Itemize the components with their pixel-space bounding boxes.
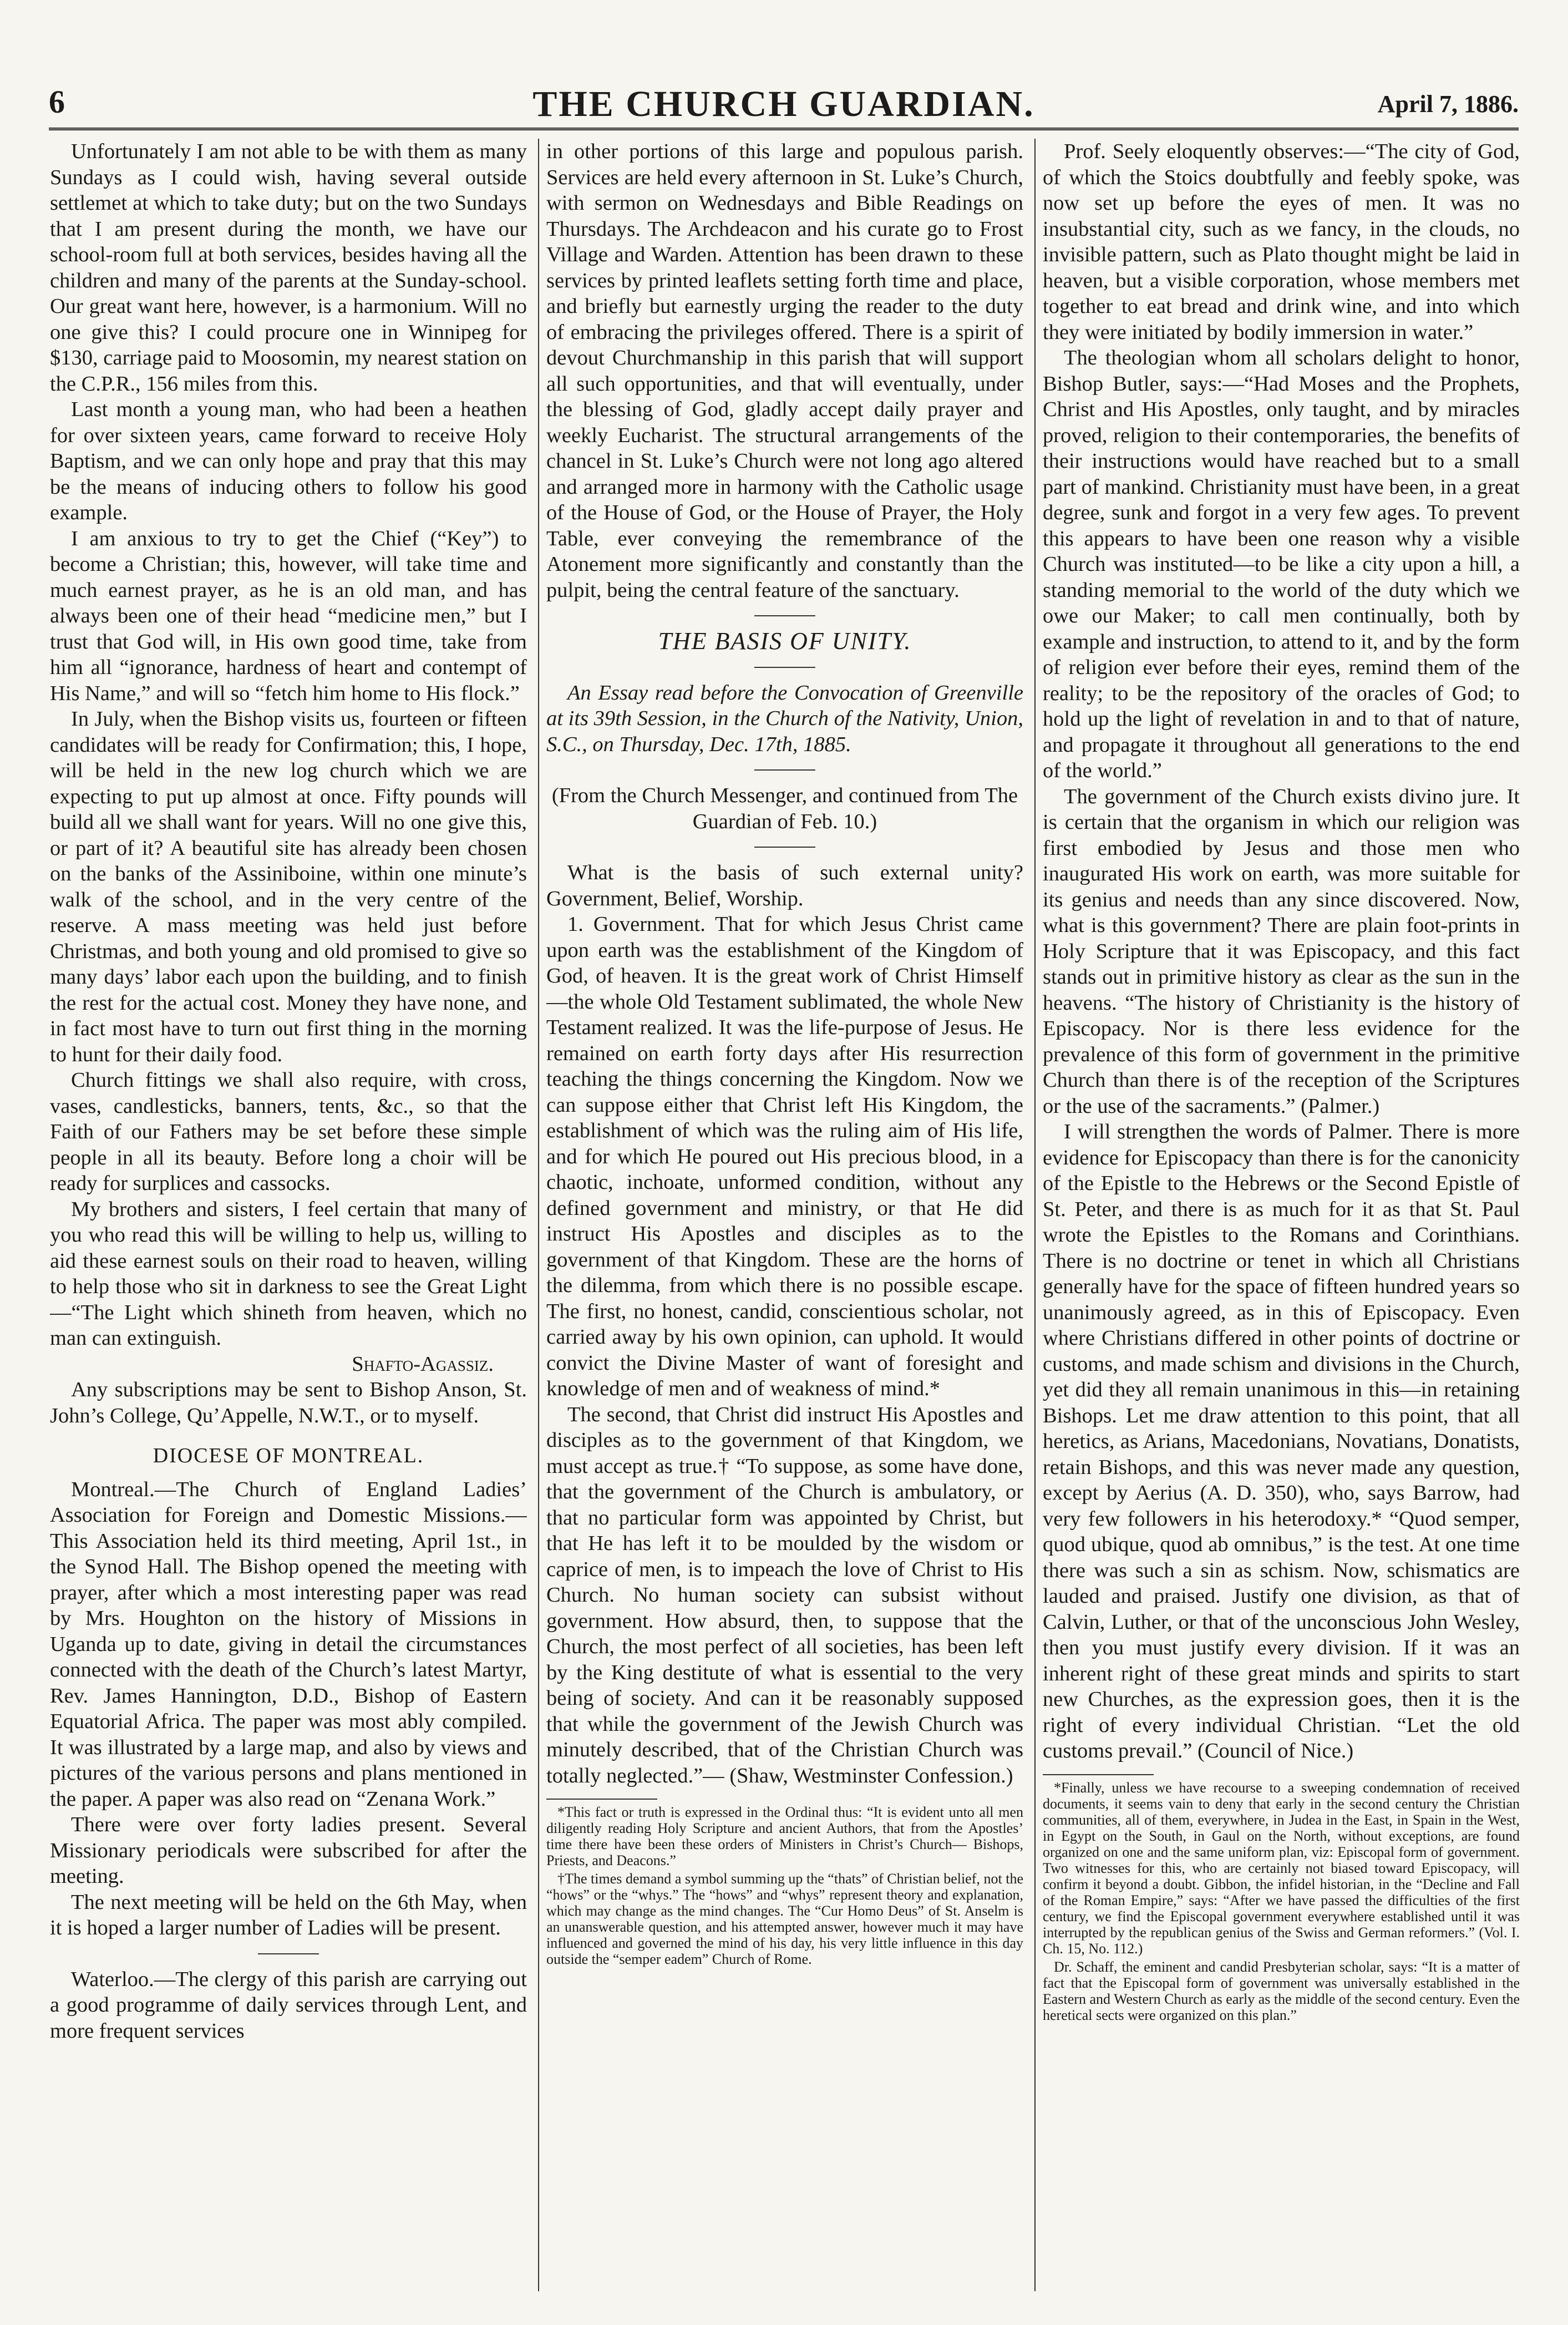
divider (258, 1953, 319, 1954)
paragraph: The government of the Church exists divino jure. It is certain that the organism in which our religion was first embodied by Jesus and those men who inaugurated His work on earth, was more suitable for its genius and needs than any since discovered. Now, what is this government? There are plain foot-prints in Holy Scripture that it was Episcopacy, and this fact stands out in primitive history as clear as the sun in the heavens. “The history of Christianity is the history of Episcopacy. Nor is there less evidence for the prevalence of this form of government in the primitive Church than there is of the reception of the Scriptures or the use of the sacraments.” (Palmer.) (1043, 784, 1520, 1118)
paragraph: I am anxious to try to get the Chief (“Key”) to become a Christian; this, however, will take time and much earnest prayer, as he is an old man, and has always been one of their head “medicine men,” but I trust that God will, in His own good time, take from him all “ignorance, hardness of heart and contempt of His Name,” and will so “fetch him home to His flock.” (50, 526, 527, 705)
essay-title: THE BASIS OF UNITY. (658, 627, 912, 655)
divider (754, 769, 815, 771)
paragraph: Prof. Seely eloquently observes:—“The city of God, of which the Stoics doubtfully and feebly spoke, was now set up before the eyes of men. It was no insubstantial city, such as we fancy, in the clouds, no invisible pattern, such as Plato thought might be laid in heaven, but a visible corporation, whose members met together to eat bread and drink wine, and into which they were initiated by bodily immersion in water.” (1043, 140, 1520, 344)
divider (754, 615, 815, 616)
letter-signature: Shafto-Agassiz. (352, 1352, 494, 1376)
column-3 (1043, 139, 1520, 2302)
paragraph: The second, that Christ did instruct His Apostles and disciples as to the government of that Kingdom, we must accept as true.† “To suppose, as some have done, that the government of the Church is ambulatory, or that no particular form was appointed by Christ, but that He has left it to be moulded by the wisdom or caprice of men, is to impeach the love of Christ to His Church. No human society can subsist without government. How absurd, then, to suppose that the Church, the most perfect of all societies, has been left by the King destitute of what is essential to the very being of society. And can it be reasonably supposed that while the government of the Jewish Church was minutely described, that of the Christian Church was totally neglected.”— (Shaw, Westminster Confession.) (546, 1402, 1023, 1787)
paragraph: Montreal.—The Church of England Ladies’ Association for Foreign and Domestic Missions.— This Association held its third meeting, April 1st., in the Synod Hall. The Bishop opened the meeting with prayer, after which a most interesting paper was read by Mrs. Houghton on the history of Missions in Uganda up to date, giving in detail the circumstances connected with the death of the Church’s latest Martyr, Rev. James Hannington, D.D., Bishop of Eastern Equatorial Africa. The paper was most ably compiled. It was illustrated by a large map, and also by views and pictures of the various persons and plans mentioned in the paper. A paper was also read on “Zenana Work.” (50, 1477, 527, 1811)
footnote: *This fact or truth is expressed in the Ordinal thus: “It is evident unto all men diligently reading Holy Scripture and ancient Authors, that from the Apostles’ time there have been these orders of Ministers in Christ’s Church— Bishops, Priests, and Deacons.” (546, 1804, 1023, 1868)
footnote: †The times demand a symbol summing up the “thats” of Christian belief, not the “hows” or the “whys.” The “hows” and “whys” represent theory and explanation, which may change as the mind changes. The “Cur Homo Deus” of St. Anselm is an unanswerable question, and his attempted answer, however much it may have influenced and governed the mind of his day, his very little influence in this day outside the “semper eadem” Church of Rome. (546, 1871, 1023, 1967)
footnote-rule (1043, 1774, 1154, 1775)
essay-source: (From the Church Messenger, and continued from The Guardian of Feb. 10.) (551, 784, 1018, 833)
footnote-rule (546, 1799, 657, 1800)
column-rule (538, 139, 539, 2291)
column-1 (50, 139, 527, 2302)
paragraph: Unfortunately I am not able to be with them as many Sundays as I could wish, having several outside settlemet at which to take duty; but on the two Sundays that I am present during the month, we have our school-room full at both services, besides having all the children and many of the parents at the Sunday-school. Our great want here, however, is a harmonium. Will no one give this? I could procure one in Winnipeg for $130, carriage paid to Moosomin, my nearest station on the C.P.R., 156 miles from this. (50, 140, 527, 396)
paragraph: Waterloo.—The clergy of this parish are carrying out a good programme of daily services through Lent, and more frequent services (50, 1967, 527, 2043)
paragraph: My brothers and sisters, I feel certain that many of you who read this will be willing to help us, willing to aid these earnest souls on their road to heaven, willing to help those who sit in darkness to see the Great Light—“The Light which shineth from heaven, which no man can extinguish. (50, 1197, 527, 1350)
paragraph: Any subscriptions may be sent to Bishop Anson, St. John’s College, Qu’Appelle, N.W.T., or to myself. (50, 1378, 527, 1427)
page-number: 6 (49, 84, 65, 120)
paragraph: Last month a young man, who had been a heathen for over sixteen years, came forward to receive Holy Baptism, and we can only hope and pray that this may be the means of inducing others to follow his good example. (50, 398, 527, 524)
paragraph: Church fittings we shall also require, with cross, vases, candlesticks, banners, tents, &c., so that the Faith of our Fathers may be set before these simple people in all its beauty. Before long a choir will be ready for surplices and cassocks. (50, 1068, 527, 1195)
footnote: Dr. Schaff, the eminent and candid Presbyterian scholar, says: “It is a matter of fact that the Episcopal form of government was universally established in the Eastern and Western Church as early as the middle of the second century. Even the heretical sects were organized on this plan.” (1043, 1958, 1520, 2023)
divider (754, 847, 815, 848)
column-2 (546, 139, 1023, 2302)
paragraph: in other portions of this large and populous parish. Services are held every afternoon in St. Luke’s Church, with sermon on Wednesdays and Bible Readings on Thursdays. The Archdeacon and his curate go to Frost Village and Warden. Attention has been drawn to these services by printed leaflets setting forth time and place, and briefly but earnestly urging the reader to the duty of embracing the privileges offered. There is a spirit of devout Churchmanship in this parish that will support all such opportunities, and that will eventually, under the blessing of God, gladly accept daily prayer and weekly Eucharist. The structural arrangements of the chancel in St. Luke’s Church were not long ago altered and arranged more in harmony with the Catholic usage of the House of God, or the House of Prayer, the Holy Table, ever conveying the remembrance of the Atonement more significantly and constantly than the pulpit, being the central feature of the sanctuary. (546, 140, 1023, 602)
section-heading: DIOCESE OF MONTREAL. (153, 1444, 424, 1467)
paragraph: In July, when the Bishop visits us, fourteen or fifteen candidates will be ready for Confirmation; this, I hope, will be held in the new log church which we are expecting to put up almost at once. Fifty pounds will build all we shall want for years. Will no one give this, or part of it? A beautiful site has already been chosen on the banks of the Assiniboine, within one minute’s walk of the school, and in the very centre of the reserve. A mass meeting was held just before Christmas, and both young and old promised to give so many days’ labor each upon the building, and to finish the rest for the actual cost. Money they have none, and in fact most have to turn out first thing in the morning to hunt for their daily food. (50, 707, 527, 1066)
masthead (49, 83, 1519, 130)
newspaper-title: THE CHURCH GUARDIAN. (532, 84, 1035, 124)
paragraph: The next meeting will be held on the 6th May, when it is hoped a larger number of Ladies will be present. (50, 1890, 527, 1939)
paragraph: I will strengthen the words of Palmer. There is more evidence for Episcopacy than there is for the canonicity of the Epistle to the Hebrews or the Second Epistle of St. Peter, and there is as much for it as that St. Paul wrote the Epistles to the Romans and Corinthians. There is no doctrine or tenet in which all Christians generally have for the space of fifteen hundred years so unanimously agreed, as in this of Episcopacy. Even where Christians differed in other points of doctrine or customs, and made schism and divisions in the Church, yet did they all remain unanimous in this—in retaining Bishops. Let me draw attention to this point, that all heretics, as Arians, Macedonians, Novatians, Donatists, retain Bishops, and this was never made any question, except by Aerius (A. D. 350), who, says Barrow, had very few followers in his heterodoxy.* “Quod semper, quod ubique, quod ab omnibus,” is the test. At one time there was such a sin as schism. Now, schismatics are lauded and praised. Justify one division, as that of Calvin, Luther, or that of the unconscious John Wesley, then you must justify every division. If it was an inherent right of these great minds and spirits to start new Churches, as the expression goes, then it is the right of every individual Christian. “Let the old customs prevail.” (Council of Nice.) (1043, 1120, 1520, 1762)
paragraph: There were over forty ladies present. Several Missionary periodicals were subscribed for after the meeting. (50, 1813, 527, 1888)
issue-date: April 7, 1886. (1377, 90, 1519, 118)
column-rule (1034, 139, 1036, 2291)
paragraph: 1. Government. That for which Jesus Christ came upon earth was the establishment of the Kingdom of God, of heaven. It is the great work of Christ Himself—the whole Old Testament sublimated, the whole New Testament realized. It was the life-purpose of Jesus. He remained on earth forty days after His resurrection teaching the things concerning the Kingdom. Now we can suppose either that Christ left His Kingdom, the establishment of which was the ruling aim of His life, and for which He poured out His precious blood, in a chaotic, inchoate, unformed condition, without any defined government and ministry, or that He did instruct His Apostles and disciples as to the government of that Kingdom. These are the horns of the dilemma, from which there is no possible escape. The first, no honest, candid, conscientious scholar, not carried away by his own opinion, can uphold. It would convict the Divine Master of want of foresight and knowledge of men and of weakness of mind.* (546, 913, 1023, 1400)
paragraph: What is the basis of such external unity? Government, Belief, Worship. (546, 861, 1023, 910)
essay-subtitle: An Essay read before the Convocation of Greenville at its 39th Session, in the Church of the Nativity, Union, S.C., on Thursday, Dec. 17th, 1885. (546, 681, 1023, 756)
paragraph: The theologian whom all scholars delight to honor, Bishop Butler, says:—“Had Moses and the Prophets, Christ and His Apostles, only taught, and by miracles proved, religion to their contemporaries, the benefits of their instructions would have reached but to a small part of mankind. Christianity must have been, in a great degree, sunk and forgot in a very few ages. To prevent this appears to have been one reason why a visible Church was instituted—to be like a city upon a hill, a standing memorial to the world of the duty which we owe our Maker; to call men continually, both by example and instruction, to attend to it, and by the form of religion ever before their eyes, remind them of the reality; to be the repository of the oracles of God; to hold up the light of revelation in and to that of nature, and propagate it throughout all generations to the end of the world.” (1043, 346, 1520, 782)
divider (754, 667, 815, 668)
footnote: *Finally, unless we have recourse to a sweeping condemnation of received documents, it seems vain to deny that early in the second century the Christian communities, all of them, everywhere, in Judea in the East, in Spain in the West, in Egypt on the South, in Gaul on the North, without exceptions, are found organized on one and the same uniform plan, viz: Episcopal form of government. Two witnesses for this, who are certainly not biased toward Episcopacy, will confirm it beyond a doubt. Gibbon, the infidel historian, in the “Decline and Fall of the Roman Empire,” says: “After we have passed the difficulties of the first century, we find the Episcopal government everywhere established until it was interrupted by the republican genius of the Swiss and German reformers.” (Vol. I. Ch. 15, No. 112.) (1043, 1779, 1520, 1957)
